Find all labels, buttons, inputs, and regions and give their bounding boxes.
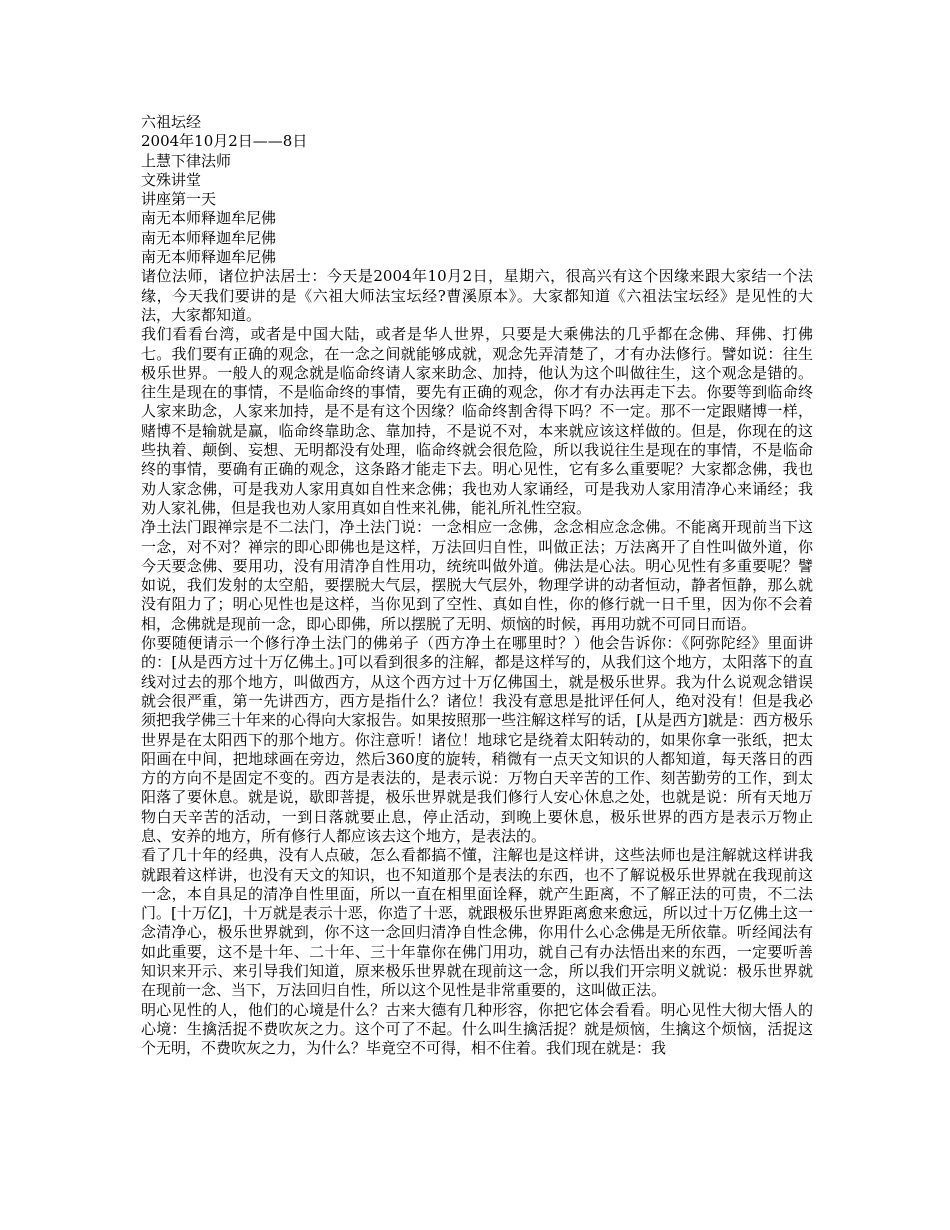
body-paragraph: 净土法门跟禅宗是不二法门，净土法门说：一念相应一念佛，念念相应念念佛。不能离开现前当下这一念，对不对？禅宗的即心即佛也是这样，万法回归自性，叫做正法；万法离开了自性叫做外道，你今天要念佛、要用功，没有用清净自性用功，统统叫做外道。佛法是心法。明心见性有多重要呢？譬如说，我们发射的太空船，要摆脱大气层，摆脱大气层外，物理学讲的动者恒动，静者恒静，那么就没有阻力了；明心见性也是这样，当你见到了空性、真如自性，你的修行就一日千里，因为你不会着相，念佛就是现前一念，即心即佛，所以摆脱了无明、烦恼的时候，再用功就不可同日而语。 (141, 518, 813, 633)
document-page (141, 113, 813, 1059)
document-title: 六祖坛经 (141, 113, 202, 131)
body-paragraph: 明心见性的人，他们的心境是什么？古来大德有几种形容，你把它体会看看。明心见性大彻大悟人的心境：生擒活捉不费吹灰之力。这个可了不起。什么叫生擒活捉？就是烦恼，生擒这个烦恼，活捉这个无明，不费吹灰之力，为什么？毕竟空不可得，相不住着。我们现在就是：我 (141, 1000, 813, 1058)
venue-name: 文殊讲堂 (141, 170, 202, 189)
body-paragraph: 看了几十年的经典，没有人点破，怎么看都搞不懂，注解也是这样讲，这些法师也是注解就这样讲我就跟着这样讲，也没有天文的知识，也不知道那个是表法的东西，也不了解说极乐世界就在我现前这一念，本自具足的清净自性里面，所以一直在相里面诠释，就产生距离，不了解正法的可贵，不二法门。[十万亿]，十万就是表示十恶，你造了十恶，就跟极乐世界距离愈来愈远，所以过十万亿佛土这一念清净心，极乐世界就到，你不这一念回归清净自性念佛，你用什么心念佛是无所依靠。听经闻法有如此重要，这不是十年、二十年、三十年靠你在佛门用功，就自己有办法悟出来的东西，一定要听善知识来开示、来引导我们知道，原来极乐世界就在现前这一念，所以我们开宗明义就说：极乐世界就在现前一念、当下，万法回归自性，所以这个见性是非常重要的，这叫做正法。 (141, 846, 813, 1000)
speaker-name: 上慧下律法师 (141, 151, 232, 170)
invocation-line: 南无本师释迦牟尼佛 (141, 248, 277, 267)
lecture-date: 2004年10月2日——8日 (141, 132, 308, 151)
invocation-line: 南无本师释迦牟尼佛 (141, 209, 277, 228)
body-paragraph: 诸位法师，诸位护法居士：今天是2004年10月2日，星期六，很高兴有这个因缘来跟大家结一个法缘，今天我们要讲的是《六祖大师法宝坛经?曹溪原本》。大家都知道《六祖法宝坛经》是见性的大法，大家都知道。 (141, 267, 813, 324)
invocation-line: 南无本师释迦牟尼佛 (141, 228, 277, 247)
body-paragraph: 你要随便请示一个修行净土法门的佛弟子（西方净土在哪里时？）他会告诉你：《阿弥陀经》里面讲的：[从是西方过十万亿佛土。]可以看到很多的注解，都是这样写的，从我们这个地方，太阳落下的直线对过去的那个地方，叫做西方，从这个西方过十万亿佛国土，就是极乐世界。我为什么说观念错误就会很严重，第一先讲西方，西方是指什么？诸位！我没有意思是批评任何人，绝对没有！但是我必须把我学佛三十年来的心得向大家报告。如果按照那一些注解这样写的话，[从是西方]就是：西方极乐世界是在太阳西下的那个地方。你注意听！诸位！地球它是绕着太阳转动的，如果你拿一张纸，把太阳画在中间，把地球画在旁边，然后360度的旋转，稍微有一点天文知识的人都知道，每天落日的西方的方向不是固定不变的。西方是表法的，是表示说：万物白天辛苦的工作、刻苦勤劳的工作，到太阳落了要休息。就是说，歇即菩提，极乐世界就是我们修行人安心休息之处，也就是说：所有天地万物白天辛苦的活动，一到日落就要止息，停止活动，到晚上要休息，极乐世界的西方是表示万物止息、安养的地方，所有修行人都应该去这个地方，是表法的。 (141, 634, 813, 845)
session-label: 讲座第一天 (141, 190, 217, 209)
body-paragraph: 我们看看台湾，或者是中国大陆，或者是华人世界，只要是大乘佛法的几乎都在念佛、拜佛、打佛七。我们要有正确的观念，在一念之间就能够成就，观念先弄清楚了，才有办法修行。譬如说：往生极乐世界。一般人的观念就是临命终请人家来助念、加持，他认为这个叫做往生，这个观念是错的。往生是现在的事情，不是临命终的事情，要先有正确的观念，你才有办法再走下去。你要等到临命终人家来助念，人家来加持，是不是有这个因缘？临命终割舍得下吗？不一定。那不一定跟赌博一样，赌博不是输就是赢，临命终靠助念、靠加持，不是说不对，本来就应该这样做的。但是，你现在的这些执着、颠倒、妄想、无明都没有处理，临命终就会很危险，所以我说往生是现在的事情，不是临命终的事情，要确有正确的观念，这条路才能走下去。明心见性，它有多么重要呢？大家都念佛，我也劝人家念佛，可是我劝人家用真如自性来念佛；我也劝人家诵经，可是我劝人家用清净心来诵经；我劝人家礼佛，但是我也劝人家用真如自性来礼佛，能礼所礼性空寂。 (141, 325, 813, 517)
